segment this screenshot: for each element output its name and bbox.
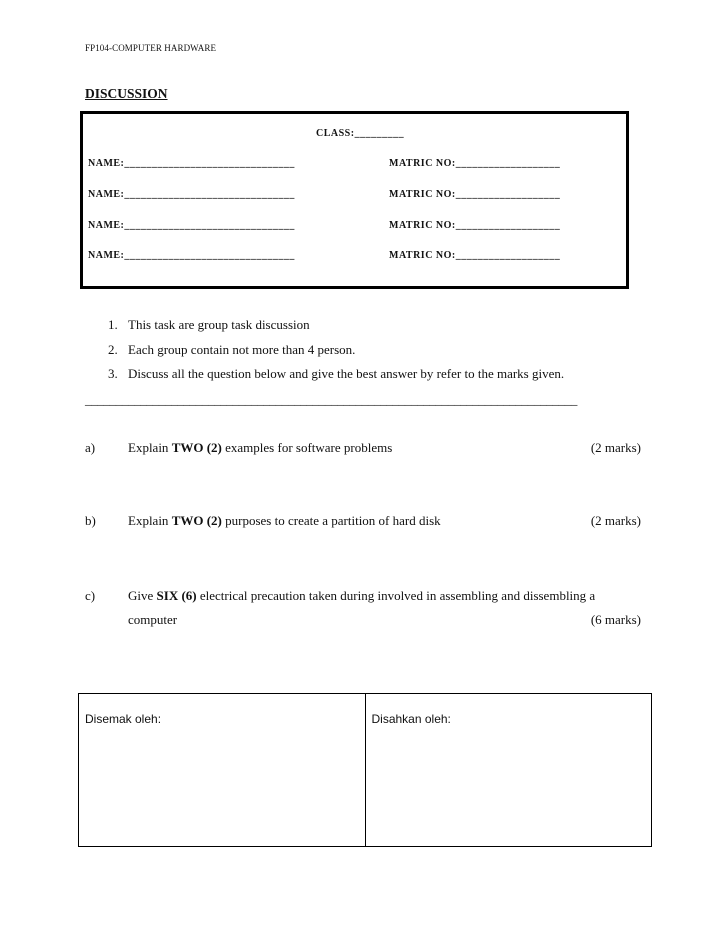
question-a-marks: (2 marks): [590, 440, 641, 455]
instruction-item: [108, 317, 310, 333]
instruction-text: Each group contain not more than 4 person.: [128, 342, 356, 357]
name-field-4: NAME:_______________________________: [88, 250, 295, 261]
approved-by-label: Disahkan oleh:: [371, 712, 451, 726]
checked-by-cell: [79, 694, 365, 846]
name-field-2: NAME:_______________________________: [88, 189, 295, 200]
separator-line: ________________________________________________________________________________: [85, 392, 578, 407]
question-b-text: Explain TWO (2) purposes to create a partition of hard disk: [128, 513, 441, 528]
class-field: CLASS:_________: [316, 128, 405, 139]
question-a-text: Explain TWO (2) examples for software problems: [128, 440, 393, 455]
approved-by-cell: [365, 694, 652, 846]
question-b-marks: (2 marks): [590, 513, 641, 528]
student-info-box: [80, 111, 629, 289]
question-a-letter: a): [85, 440, 96, 455]
name-field-1: NAME:_______________________________: [88, 158, 295, 169]
instruction-item: [108, 366, 564, 382]
instruction-text: Discuss all the question below and give the best answer by refer to the marks given.: [128, 366, 565, 381]
matric-field-1: MATRIC NO:___________________: [389, 158, 561, 169]
question-c-text: Give SIX (6) electrical precaution taken during involved in assembling and dissembling a: [128, 588, 596, 603]
matric-field-2: MATRIC NO:___________________: [389, 189, 561, 200]
question-c-marks: (6 marks): [590, 612, 641, 627]
question-c-letter: c): [85, 588, 96, 603]
matric-field-3: MATRIC NO:___________________: [389, 220, 561, 231]
instruction-text: This task are group task discussion: [128, 317, 310, 332]
instruction-number: 2.: [108, 342, 118, 357]
section-title: DISCUSSION: [85, 86, 168, 101]
document-header-code: FP104-COMPUTER HARDWARE: [85, 43, 217, 53]
instruction-number: 3.: [108, 366, 118, 381]
signature-table: [78, 693, 652, 847]
checked-by-label: Disemak oleh:: [85, 712, 162, 726]
instruction-number: 1.: [108, 317, 118, 332]
name-field-3: NAME:_______________________________: [88, 220, 295, 231]
question-b-letter: b): [85, 513, 96, 528]
matric-field-4: MATRIC NO:___________________: [389, 250, 561, 261]
instruction-item: [108, 342, 355, 358]
question-c-text-line2: computer: [128, 612, 178, 627]
